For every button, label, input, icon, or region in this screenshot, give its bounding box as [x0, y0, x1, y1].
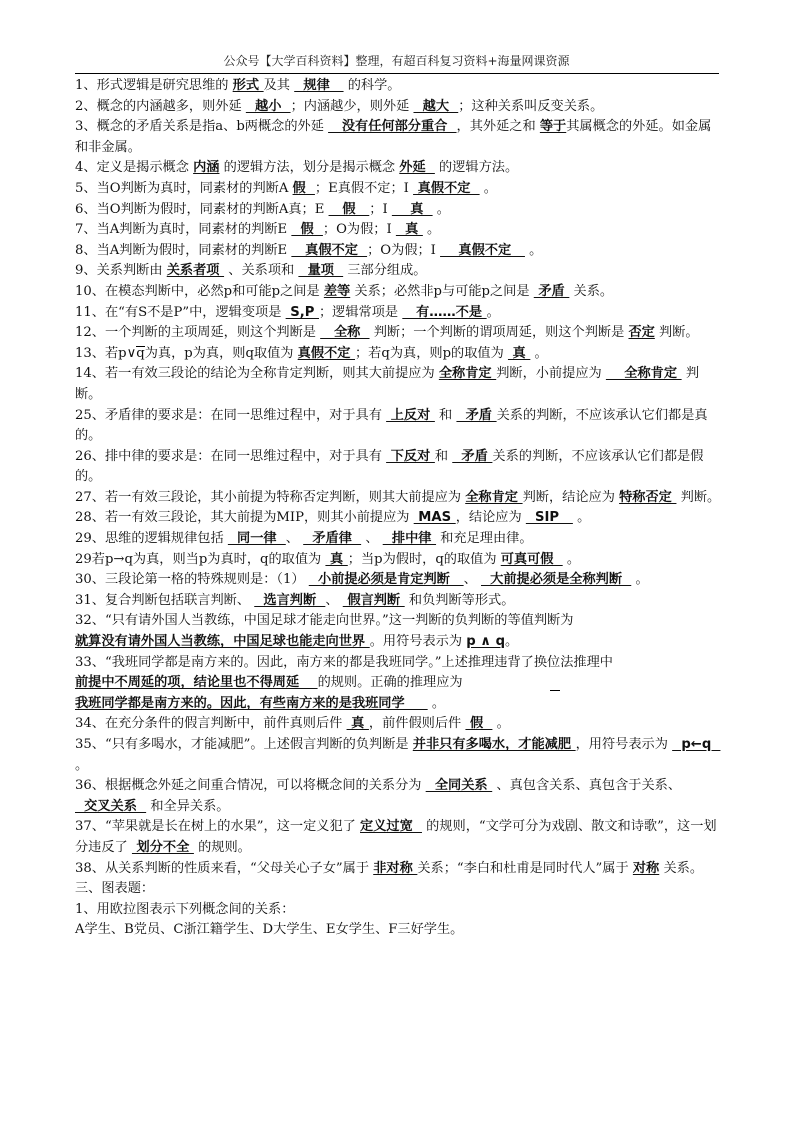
question-text: 1、形式逻辑是研究思维的 — [75, 78, 233, 93]
question-text: 38、从关系判断的性质来看，“父母关心子女”属于 — [75, 860, 374, 876]
question-text: 的逻辑方法，划分是揭示概念 — [219, 160, 400, 176]
question-text: 26、排中律的要求是：在同一思维过程中，对于具有 — [75, 448, 387, 464]
answer-blank: 内涵 — [193, 160, 220, 176]
question-text: 的规则，“文学可分为戏剧、散文和诗歌”，这一划分违反了 — [75, 819, 717, 855]
question-text: 8、当A判断为假时，同素材的判断E — [75, 242, 292, 258]
answer-blank: 全称肯定 — [465, 489, 523, 505]
question-text: 三部分组成。 — [343, 263, 427, 279]
answer-blank: 大前提必须是全称判断 — [481, 572, 632, 588]
question-text: 11、在“有S不是P”中，逻辑变项是 — [75, 304, 286, 320]
answer-blank: 全称肯定 — [605, 366, 682, 382]
question-text: 27、若一有效三段论，其小前提为特称否定判断，则其大前提应为 — [75, 489, 466, 505]
answer-blank: 并非只有多喝水，才能减肥 — [412, 737, 576, 752]
question-text: 。 — [479, 180, 497, 196]
question-item — [75, 735, 723, 776]
question-text: 。 — [427, 695, 446, 711]
question-text: ，结论应为 — [455, 510, 526, 526]
question-text: ；若q为真，则p的取值为 — [355, 345, 508, 361]
question-text: 1、用欧拉图表示下列概念间的关系： — [75, 901, 295, 917]
question-item — [75, 241, 723, 262]
answer-blank: 关系者项 — [166, 263, 225, 279]
question-item — [75, 406, 723, 447]
question-text: 14、若一有效三段论的结论为全称肯定判断，则其大前提应为 — [75, 366, 439, 382]
question-text: ，前件假则后件 — [368, 716, 466, 732]
question-text: 关系。 — [659, 860, 704, 876]
question-text: ；E真假不定；I — [314, 180, 414, 196]
question-text: 29、思维的逻辑规律包括 — [75, 531, 228, 547]
answer-blank: 下反对 — [386, 448, 435, 464]
question-text: 。 — [432, 201, 450, 217]
question-item — [75, 529, 723, 550]
question-item — [75, 653, 723, 715]
question-text: 、 — [285, 531, 304, 547]
answer-blank: 真 — [346, 716, 369, 732]
question-item — [75, 261, 723, 282]
question-text: ；当p为假时，q的取值为 — [347, 551, 501, 567]
question-text: 9、关系判断由 — [75, 263, 167, 279]
question-text: 及其 — [263, 78, 295, 93]
answer-blank: 选言判断 — [254, 592, 326, 608]
question-text: 30、三段论第一格的特殊规则是：（1） — [75, 572, 309, 588]
question-item — [75, 220, 723, 241]
question-text: 6、当O判断为假时，同素材的判断A真；E — [75, 201, 329, 217]
question-text: 的规则。正确的推理应为 — [317, 675, 463, 691]
question-text: 。 — [524, 242, 543, 258]
answer-blank: 划分不全 — [131, 839, 194, 855]
answer-blank: SIP — [525, 510, 573, 526]
question-text: 、 — [463, 572, 481, 588]
question-text: 10、在模态判断中，必然p和可能p之间是 — [75, 283, 324, 299]
question-item — [75, 117, 723, 158]
question-text: 。用符号表示为 — [369, 634, 467, 650]
question-text: 31、复合判断包括联言判断、 — [75, 592, 255, 608]
question-text: 。 — [492, 716, 510, 732]
question-text: 判断。 — [676, 489, 721, 505]
question-item — [75, 447, 723, 488]
answer-blank: 没有任何部分重合 — [328, 119, 457, 135]
answer-blank: 假 — [292, 180, 315, 196]
answer-blank: 外延 — [399, 160, 435, 176]
answer-blank: 有……不是 — [402, 304, 487, 320]
answer-blank: 量项 — [298, 263, 344, 279]
question-text: 判断，小前提应为 — [496, 366, 606, 382]
question-text: 和全异关系。 — [146, 798, 230, 814]
answer-blank: 定义过宽 — [360, 819, 422, 835]
question-text: 3、概念的矛盾关系是指a、b两概念的外延 — [75, 119, 329, 135]
question-text: 的科学。 — [343, 78, 401, 93]
question-item — [75, 611, 723, 652]
question-text: ，其外延之和 — [456, 119, 540, 135]
question-text: ；O为假；I — [367, 242, 441, 258]
answer-blank: 小前提必须是肯定判断 — [308, 572, 464, 588]
question-text: 。 — [562, 551, 581, 567]
question-item — [75, 282, 723, 303]
question-text: 5、当O判断为真时，同素材的判断A — [75, 180, 293, 196]
answer-blank: 假言判断 — [342, 592, 405, 608]
question-text: 关系的判断，不应该承认它们都是假的。 — [75, 448, 704, 485]
document-body — [75, 76, 723, 941]
question-item — [75, 714, 723, 735]
question-text: 的规则。 — [193, 839, 251, 855]
question-text: 判断；一个判断的谓项周延，则这个判断是 — [369, 325, 629, 341]
answer-blank: 同一律 — [227, 531, 286, 547]
question-text: 25、矛盾律的要求是：在同一思维过程中，对于具有 — [75, 407, 387, 423]
question-text: 。 — [75, 757, 89, 773]
question-text: ；这种关系叫反变关系。 — [458, 98, 604, 114]
question-text: 。 — [631, 572, 649, 588]
answer-blank: 可真可假 — [500, 551, 563, 567]
question-text: 。 — [572, 510, 591, 526]
question-item — [75, 97, 723, 118]
answer-blank: 真假不定 — [297, 345, 355, 361]
question-text: 。 — [530, 345, 548, 361]
answer-blank: 真 — [325, 551, 348, 567]
answer-blank: 矛盾律 — [303, 531, 362, 547]
question-item — [75, 488, 723, 509]
question-text: 和负判断等形式。 — [404, 592, 515, 608]
question-item — [75, 179, 723, 200]
answer-blank: 真 — [391, 201, 433, 217]
question-text: 34、在充分条件的假言判断中，前件真则后件 — [75, 716, 347, 732]
question-item — [75, 303, 723, 324]
question-text: 36、根据概念外延之间重合情况，可以将概念间的关系分为 — [75, 778, 426, 794]
answer-blank: 假 — [291, 222, 323, 238]
question-item — [75, 570, 723, 591]
answer-blank: 真假不定 — [440, 242, 525, 258]
page-header: 公众号【大学百科资料】整理，有超百科复习资料+海量网课资源 — [223, 54, 570, 68]
answer-blank: 交叉关系 — [75, 798, 147, 814]
answer-blank: 形式 — [232, 78, 264, 93]
question-text: 关系的判断，不应该承认它们都是真的。 — [75, 407, 708, 444]
question-item — [75, 920, 723, 941]
answer-blank: 真 — [395, 222, 423, 238]
answer-blank: MAS — [413, 510, 456, 526]
answer-blank: 全同关系 — [425, 778, 493, 794]
answer-blank: 前提中不周延的项，结论里也不得周延 — [75, 675, 318, 691]
question-text: 35、“只有多喝水，才能减肥”。上述假言判断的负判断是 — [75, 737, 413, 752]
answer-blank: S,P — [285, 304, 319, 320]
question-text: 的逻辑方法。 — [434, 160, 519, 176]
question-item — [75, 859, 723, 880]
answer-blank: 矛盾 — [456, 407, 497, 423]
question-text: 7、当A判断为真时，同素材的判断E — [75, 222, 292, 238]
question-item — [75, 817, 723, 858]
question-text: 关系；“李白和杜甫是同时代人”属于 — [417, 860, 633, 876]
question-item — [75, 591, 723, 612]
question-text: 33、“我班同学都是南方来的。因此，南方来的都是我班同学。”上述推理违背了换位法推理中 — [75, 654, 613, 670]
answer-blank: 特称否定 — [619, 489, 677, 505]
question-item — [75, 344, 723, 365]
answer-blank: 我班同学都是南方来的。因此，有些南方来的是我班同学 — [75, 695, 428, 711]
question-text: 13、若p∨ — [75, 345, 137, 361]
question-text: 为真，p为真，则q取值为 — [144, 345, 298, 361]
header-rule — [75, 73, 719, 74]
question-item — [75, 879, 723, 900]
answer-blank: 真假不定 — [413, 180, 480, 196]
answer-blank: 越大 — [413, 98, 459, 114]
question-text: A学生、B党员、C浙江籍学生、D大学生、E女学生、F三好学生。 — [75, 922, 464, 938]
question-text: 。 — [486, 304, 500, 320]
question-item — [75, 550, 723, 571]
answer-blank: 假 — [328, 201, 370, 217]
answer-blank: p←q — [672, 737, 721, 752]
question-text: 关系；必然非p与可能p之间是 — [350, 283, 534, 299]
question-item — [75, 900, 723, 921]
question-text: ；逻辑常项是 — [318, 304, 403, 320]
question-item — [75, 76, 723, 97]
question-text: 、关系项和 — [224, 263, 299, 279]
question-text: 29若p→q为真，则当p为真时，q的取值为 — [75, 551, 326, 567]
question-item — [75, 776, 723, 817]
answer-blank: 上反对 — [386, 407, 435, 423]
question-text: 、 — [325, 592, 343, 608]
answer-blank: 否定 — [628, 325, 655, 341]
answer-blank: 真假不定 — [291, 242, 368, 258]
negated-variable: q — [136, 345, 145, 361]
negation-bar — [550, 690, 560, 691]
question-text: 、真包含关系、真包含于关系、 — [492, 778, 682, 794]
answer-blank: 差等 — [323, 283, 351, 299]
answer-blank: 排中律 — [382, 531, 437, 547]
question-text: 32、“只有请外国人当教练，中国足球才能走向世界。”这一判断的负判断的等值判断为 — [75, 613, 574, 629]
question-text: 37、“苹果就是长在树上的水果”，这一定义犯了 — [75, 819, 361, 835]
question-item — [75, 508, 723, 529]
question-item — [75, 323, 723, 344]
question-item — [75, 200, 723, 221]
question-text: 和 — [434, 448, 453, 464]
question-text: 和充足理由律。 — [436, 531, 533, 547]
question-item — [75, 158, 723, 179]
question-text: 。 — [422, 222, 441, 238]
answer-blank: 越小 — [245, 98, 291, 114]
question-text: 判断，结论应为 — [522, 489, 620, 505]
answer-blank: 非对称 — [373, 860, 418, 876]
answer-blank: 假 — [465, 716, 493, 732]
answer-blank: 就算没有请外国人当教练，中国足球也能走向世界 — [75, 634, 370, 650]
question-text: ；I — [369, 201, 392, 217]
question-text: 和 — [434, 407, 457, 423]
answer-blank: 全称 — [320, 325, 370, 341]
answer-blank: 对称 — [632, 860, 660, 876]
answer-blank: 真 — [507, 345, 531, 361]
question-text: 2、概念的内涵越多，则外延 — [75, 98, 246, 114]
question-text: 、 — [361, 531, 383, 547]
question-text: 三、图表题： — [75, 881, 155, 897]
question-text: 其属概念的外延。如金属和非金属。 — [75, 119, 712, 155]
question-text: ；O为假；I — [322, 222, 396, 238]
answer-blank: 矛盾 — [452, 448, 493, 464]
question-item — [75, 364, 723, 405]
question-text: 。 — [505, 634, 519, 650]
question-text: 12、一个判断的主项周延，则这个判断是 — [75, 325, 321, 341]
question-text: 28、若一有效三段论，其大前提为MIP，则其小前提应为 — [75, 510, 414, 526]
question-text: 4、定义是揭示概念 — [75, 160, 194, 176]
answer-blank: 矛盾 — [533, 283, 570, 299]
question-text: 判断。 — [654, 325, 699, 341]
question-text: 关系。 — [569, 283, 614, 299]
question-text: 判断。 — [75, 366, 700, 402]
question-text: ；内涵越少，则外延 — [290, 98, 414, 114]
answer-blank: 规律 — [294, 78, 344, 93]
answer-blank: 等于 — [539, 119, 567, 135]
answer-blank: 全称肯定 — [438, 366, 497, 382]
question-text: ，用符号表示为 — [575, 737, 673, 752]
answer-blank: p ∧ q — [466, 634, 506, 650]
